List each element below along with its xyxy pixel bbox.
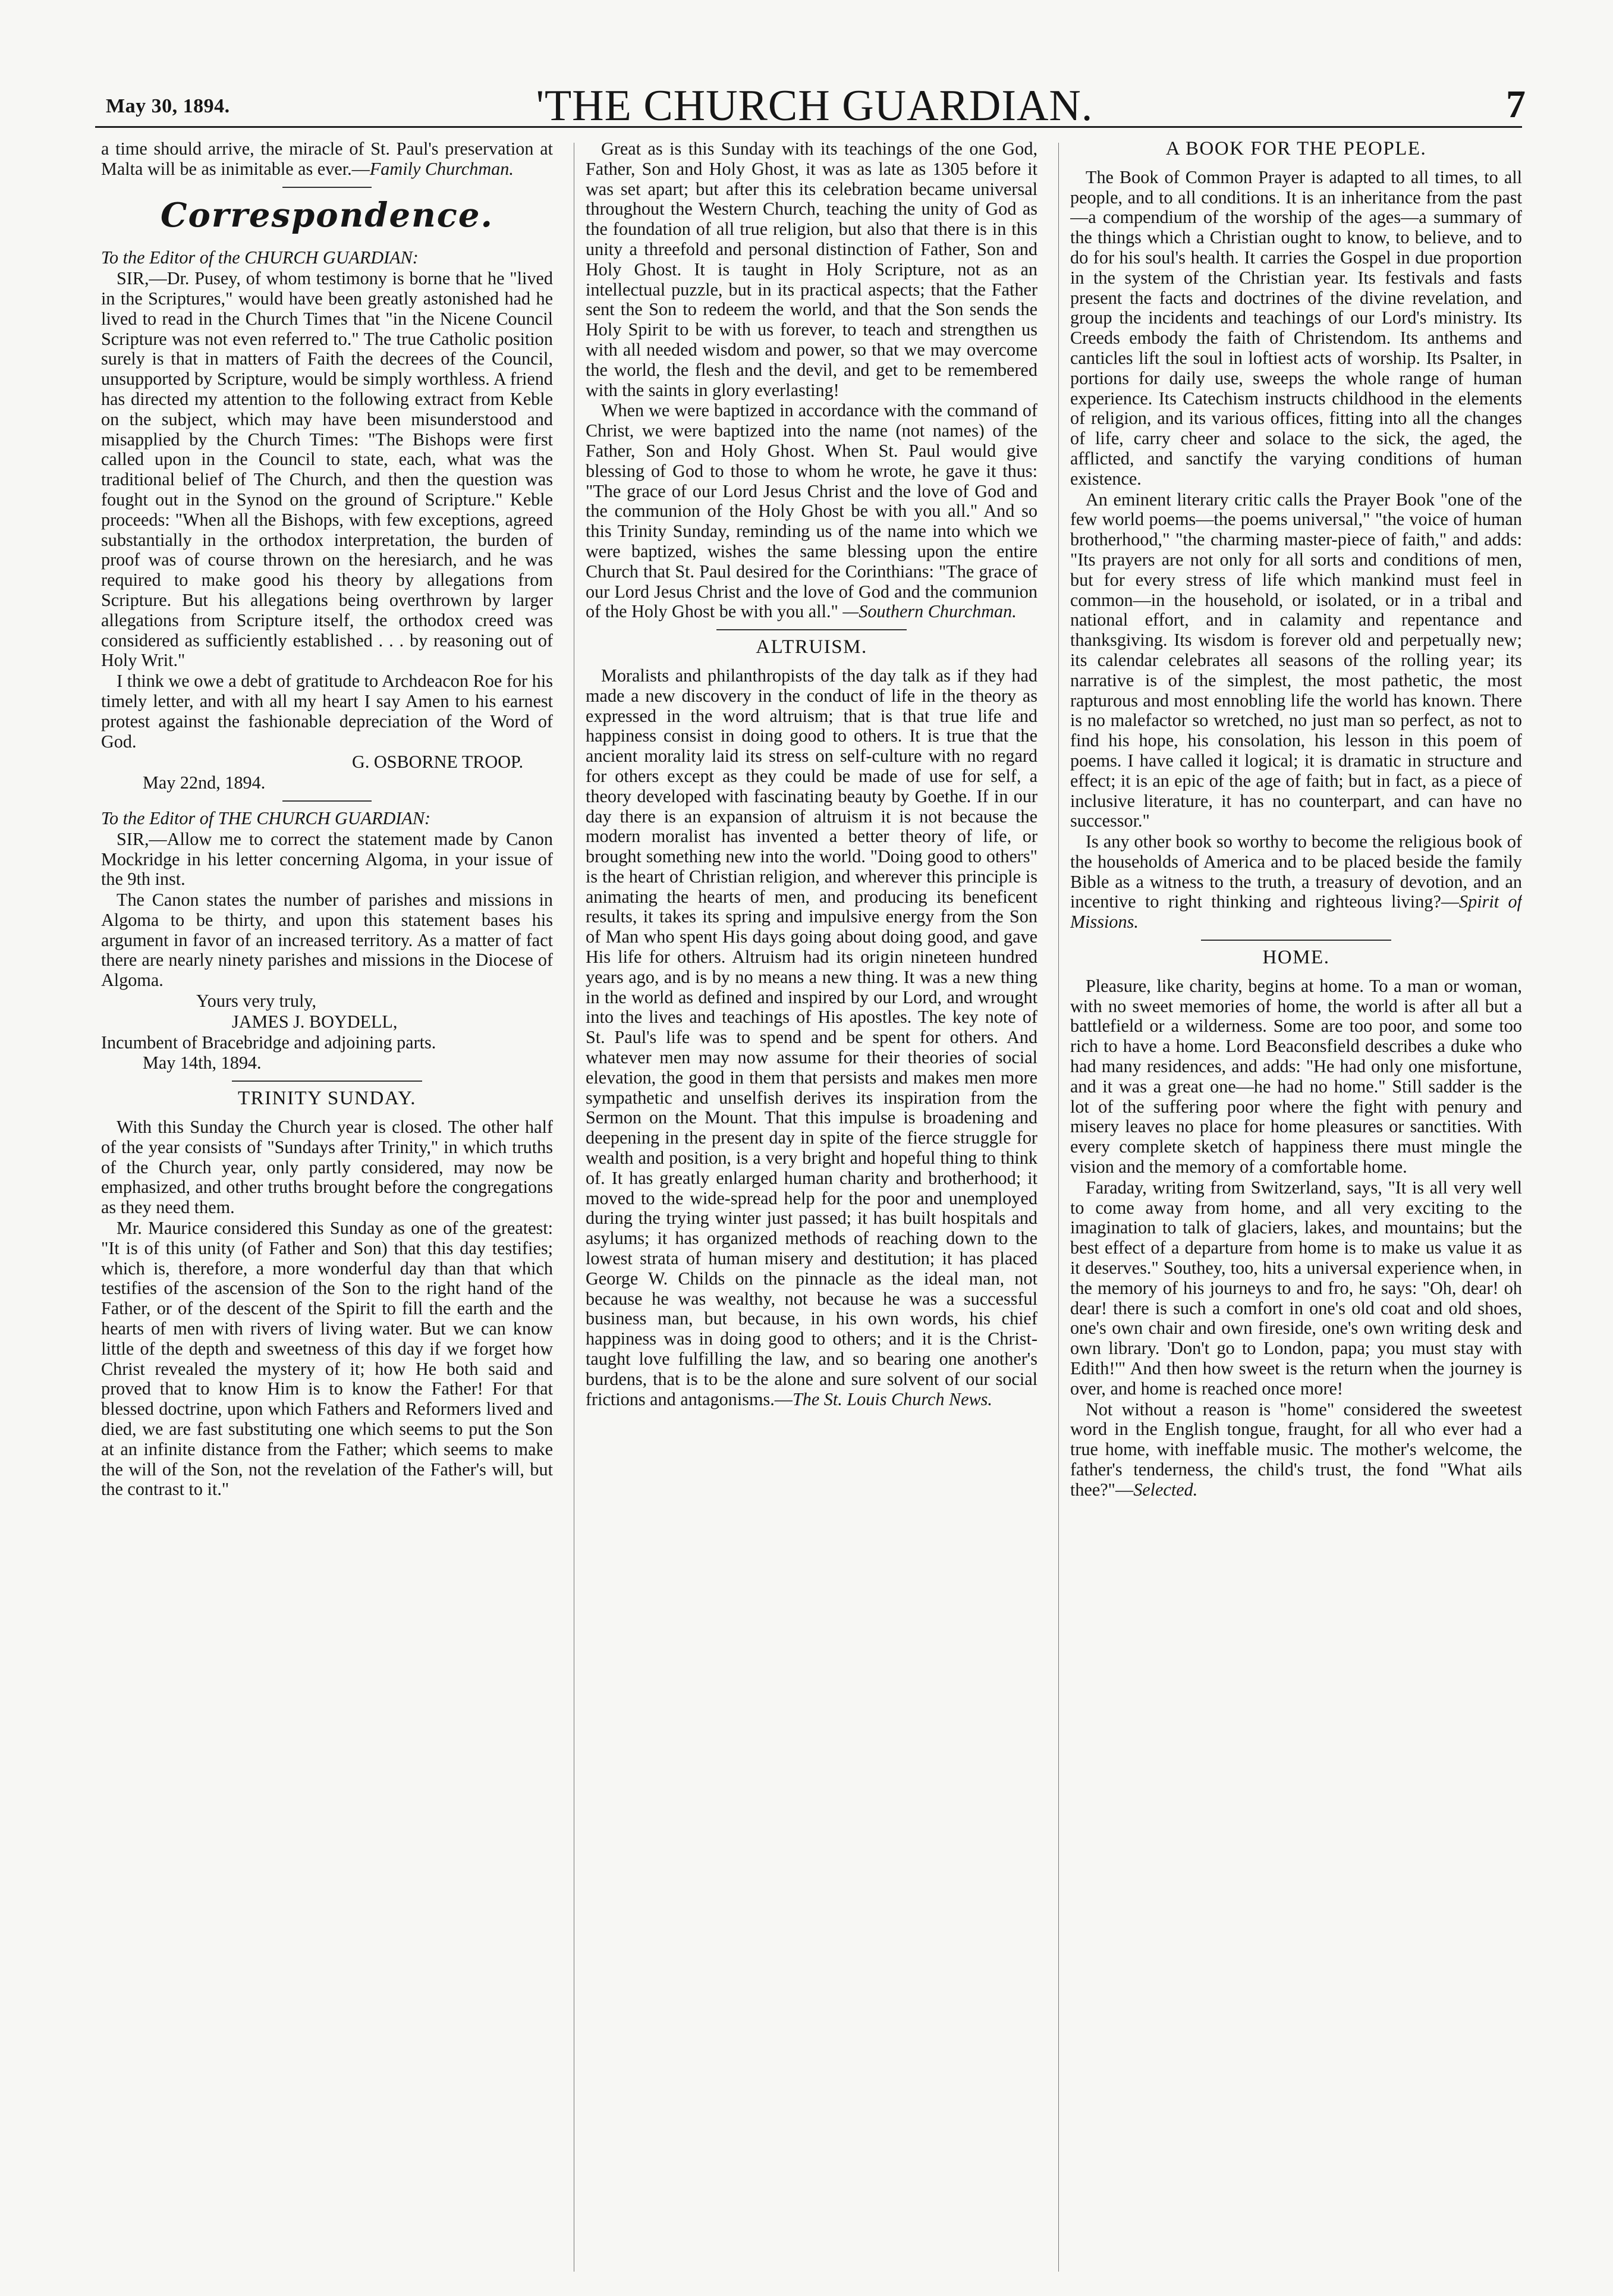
column-divider bbox=[1058, 143, 1059, 2272]
letter2-signature: JAMES J. BOYDELL, bbox=[232, 1011, 398, 1032]
altruism-heading: ALTRUISM. bbox=[756, 636, 867, 658]
section-rule bbox=[232, 1081, 422, 1082]
letter-rule bbox=[282, 800, 372, 802]
book-heading: A BOOK FOR THE PEOPLE. bbox=[1165, 139, 1427, 159]
page-number: 7 bbox=[1506, 83, 1526, 126]
home-paragraph: Pleasure, like charity, begins at home. To a man or woman, with no sweet memories of home, the world is after all but a battlefield or a wilderness. Some are too poor, and some too rich to have a home. Lord Beaconsfield describes a duke who had many residences, and adds: "He had only one misfortune, and it was a great one—he had no home." Still sadder is the lot of the suffering poor where the fight with penury and misery leaves no place for home pleasures or sanctities. With every complete sketch of happiness there must mingle the vision and the memory of a comfortable home. bbox=[1070, 975, 1522, 1177]
home-paragraph: Faraday, writing from Switzerland, says, "It is all very well to come away from home, and all very exciting to the imagination to talk of glaciers, lakes, and mountains; but the best effect of a departure from home is to make us value it as it deserves." Southey, too, hits a universal experience when, in the memory of his journeys to and fro, he says: "Oh, dear! oh dear! there is such a comfort in one's old coat and old shoes, one's own chair and own fireside, one's own writing desk and own library. 'Don't go to London, papa; you must stay with Edith!'" And then how sweet is the return when the journey is over, and home is reached once more! bbox=[1070, 1177, 1522, 1399]
letter2-closing: Yours very truly, bbox=[196, 991, 317, 1012]
column-2 bbox=[586, 139, 1037, 2268]
section-rule bbox=[716, 629, 907, 630]
letter2-signer-title: Incumbent of Bracebridge and adjoining parts. bbox=[101, 1032, 436, 1053]
correspondence-heading: Correspondence. bbox=[160, 195, 494, 235]
source-credit: Selected. bbox=[1133, 1479, 1198, 1500]
letter1-address: To the Editor of the CHURCH GUARDIAN: bbox=[101, 247, 419, 268]
trinity-paragraph: With this Sunday the Church year is closed. The other half of the year consists of "Sundays after Trinity," in which truths of the Church year, only partly considered, may now be emphasized, and other truths brought before the congregations as they need them. bbox=[101, 1117, 553, 1218]
column-3 bbox=[1070, 139, 1522, 2268]
trinity-continued-paragraph: Great as is this Sunday with its teachings of the one God, Father, Son and Holy Ghost, it was as late as 1305 before it was set apart; but after this its celebration became universal throughout the Western Church, teaching the unity of God as the foundation of all true religion, but also that there is in this unity a threefold and personal distinction of Father, Son and Holy Ghost. It is taught in Holy Scripture, not as an intellectual puzzle, but in its practical aspects; that the Father sent the Son to redeem the world, and that the Son sends the Holy Spirit to be with us forever, to teach and strengthen us with all needed wisdom and power, so that we may overcome the world, the flesh and the devil, and get to be remembered with the saints in glory everlasting! bbox=[586, 139, 1037, 400]
letter2-body: The Canon states the number of parishes and missions in Algoma to be thirty, and upon this statement bases his argument in favor of an increased territory. As a matter of fact there are nearly ninety parishes and missions in the Diocese of Algoma. bbox=[101, 890, 553, 991]
letter2-body: SIR,—Allow me to correct the statement made by Canon Mockridge in his letter concerning Algoma, in your issue of the 9th inst. bbox=[101, 828, 553, 890]
letter1-body: SIR,—Dr. Pusey, of whom testimony is borne that he "lived in the Scriptures," would have been greatly astonished had he lived to read in the Church Times that "in the Nicene Council Scripture was not even referred to." The true Catholic position surely is that in matters of Faith the decrees of the Council, unsupported by Scripture, would be simply worthless. A friend has directed my attention to the following extract from Keble on the subject, which may have been misunderstood and misapplied by the Church Times: "The Bishops were first called upon in the Council to state, each, what was the traditional belief of The Church, and then the question was fought out in the Synod on the ground of Scripture." Keble proceeds: "When all the Bishops, with few exceptions, agreed substantially in the orthodox interpretation, the burden of proof was of course thrown on the heresiarch, and he was required to make good his theory by allegations from Scripture. But his allegations being overthrown by larger allegations from Scripture itself, the orthodox creed was considered as sufficiently established . . . by reasoning out of Holy Writ." bbox=[101, 268, 553, 671]
source-credit: The St. Louis Church News. bbox=[792, 1389, 992, 1409]
letter2-address: To the Editor of THE CHURCH GUARDIAN: bbox=[101, 808, 431, 828]
column-1 bbox=[101, 139, 553, 2268]
home-heading: HOME. bbox=[1262, 947, 1330, 969]
letter1-date: May 22nd, 1894. bbox=[143, 772, 266, 793]
letter2-date: May 14th, 1894. bbox=[143, 1053, 262, 1073]
masthead bbox=[95, 77, 1534, 131]
trinity-continued-paragraph: When we were baptized in accordance with the command of Christ, we were baptized into the name (not names) of the Father, Son and Holy Ghost. When St. Paul would give blessing of God to those to whom he wrote, he gave it thus: "The grace of our Lord Jesus Christ and the love of God and the communion of the Holy Ghost be with you all." And so this Trinity Sunday, reminding us of the name into which we were baptized, wishes the same blessing upon the entire Church that St. Paul desired for the Corinthians: "The grace of our Lord Jesus Christ and the love of God and the communion of the Holy Ghost be with you all." —Southern Churchman. bbox=[586, 400, 1037, 622]
source-credit: —Southern Churchman. bbox=[842, 601, 1017, 622]
section-rule bbox=[1201, 940, 1391, 941]
section-rule bbox=[282, 187, 372, 188]
issue-date: May 30, 1894. bbox=[106, 95, 230, 117]
letter1-signature: G. OSBORNE TROOP. bbox=[352, 752, 523, 772]
altruism-paragraph: Moralists and philanthropists of the day talk as if they had made a new discovery in the conduct of life in the theory as expressed in the word altruism; that is that true life and happiness consist in doing good to others. It is true that the ancient morality laid its stress on self-culture with no regard for others except as they could be made of use for self, a theory developed with fascinating beauty by Goethe. If in our day there is an expansion of altruism it is not because the modern moralist has invented a better theory of life, or brought something new into the world. "Doing good to others" is the heart of Christian religion, and wherever this principle is animating the hearts of men, and producing its beneficent results, it takes its spring and impulsive energy from the Son of Man who spent His days going about doing good, and gave His life for others. Altruism had its origin nineteen hundred years ago, and is by no means a new thing. It was a new thing in the world as defined and inspired by our Lord, and wrought into the lives and teachings of His apostles. The key note of St. Paul's life was to spend and be spent for others. And whatever men may now assume for their theories of social elevation, the good in them that persists and makes men more sympathetic and unselfish derives its inspiration from the Sermon on the Mount. That this impulse is broadening and deepening in the present day in spite of the fierce struggle for wealth and position, is a very bright and hopeful thing to think of. It has greatly enlarged human charity and brotherhood; it moved to the wide-spread help for the poor and unemployed during the trying winter just passed; it has built hospitals and asylums; it has organized methods of reaching down to the lowest strata of human misery and destitution; it has placed George W. Childs on the pinnacle as the ideal man, not because he was wealthy, not because he was a successful business man, but because, in his own words, his chief happiness was in doing good to others; and it is the Christ-taught love fulfilling the law, and so bearing one another's burdens, that is to be the alone and sure solvent of our social frictions and antagonisms.—The St. Louis Church News. bbox=[586, 665, 1037, 1409]
header-rule bbox=[95, 126, 1522, 128]
source-credit: Spirit of Missions. bbox=[1070, 891, 1522, 932]
trinity-paragraph: Mr. Maurice considered this Sunday as one of the greatest: "It is of this unity (of Father and Son) that this day testifies; which is, therefore, a more wonderful day than that which testifies of the ascension of the Son to the right hand of the Father, or of the descent of the Spirit to fill the earth and the hearts of men with rivers of living water. But we can know little of the depth and sweetness of this day if we forget how Christ revealed the mystery of it; how He both said and proved that to know Him is to know the Father! For that blessed doctrine, upon which Fathers and Reformers lived and died, we are fast substituting one which seems to put the Son at an infinite distance from the Father; which seems to make the will of the Son, not the revelation of the Father's will, but the contrast to it." bbox=[101, 1218, 553, 1500]
letter1-body: I think we owe a debt of gratitude to Archdeacon Roe for his timely letter, and with all my heart I say Amen to his earnest protest against the fashionable depreciation of the Word of God. bbox=[101, 671, 553, 752]
book-paragraph: An eminent literary critic calls the Prayer Book "one of the few world poems—the poems universal," "the voice of human brotherhood," "the charming master-piece of faith," and adds: "Its prayers are not only for all sorts and conditions of men, but for every stress of life which mankind must feel in common—in the household, or isolated, or in a tribal and national effort, and in calamity and repentance and thanksgiving. Its wisdom is forever old and perpetually new; its calendar celebrates all seasons of the rolling year; its narrative is of the simplest, the most pathetic, the most rapturous and most ennobling life the world has known. There is no malefactor so wretched, no just man so perfect, as not to find his hope, his consolation, his lesson in this poem of poems. I have called it logical; it is dramatic in structure and effect; it is an epic of the age of faith; but in fact, as a piece of inclusive literature, it has no counterpart, and can have no successor." bbox=[1070, 489, 1522, 831]
trinity-sunday-heading: TRINITY SUNDAY. bbox=[238, 1088, 416, 1110]
intro-paragraph: a time should arrive, the miracle of St. Paul's preservation at Malta will be as inimitable as ever.—Family Churchman. bbox=[101, 139, 553, 179]
book-paragraph: The Book of Common Prayer is adapted to all times, to all people, and to all conditions. It is an inheritance from the past—a compendium of the worship of the ages—a summary of the things which a Christian ought to know, to believe, and to do for his soul's health. It carries the Gospel in due proportion in the system of the Christian year. Its festivals and fasts present the facts and doctrines of the divine revelation, and group the incidents and teachings of our Lord's ministry. Its Creeds embody the faith of Christendom. Its anthems and canticles lift the soul in loftiest acts of worship. Its Psalter, in portions for daily use, sweeps the whole range of human experience. Its Catechism instructs childhood in the elements of religion, and its various offices, fitting into all the changes of life, carry cheer and solace to the sick, the aged, the afflicted, and sanctify the varying conditions of human existence. bbox=[1070, 167, 1522, 489]
newspaper-title: 'THE CHURCH GUARDIAN. bbox=[536, 81, 1093, 130]
book-paragraph: Is any other book so worthy to become the religious book of the households of America and to be placed beside the family Bible as a witness to the truth, a treasury of devotion, and an incentive to right thinking and righteous living?—Spirit of Missions. bbox=[1070, 831, 1522, 932]
home-paragraph: Not without a reason is "home" considered the sweetest word in the English tongue, fraught, for all who ever had a true home, with ineffable music. The mother's welcome, the father's tenderness, the child's trust, the fond "What ails thee?"—Selected. bbox=[1070, 1399, 1522, 1500]
